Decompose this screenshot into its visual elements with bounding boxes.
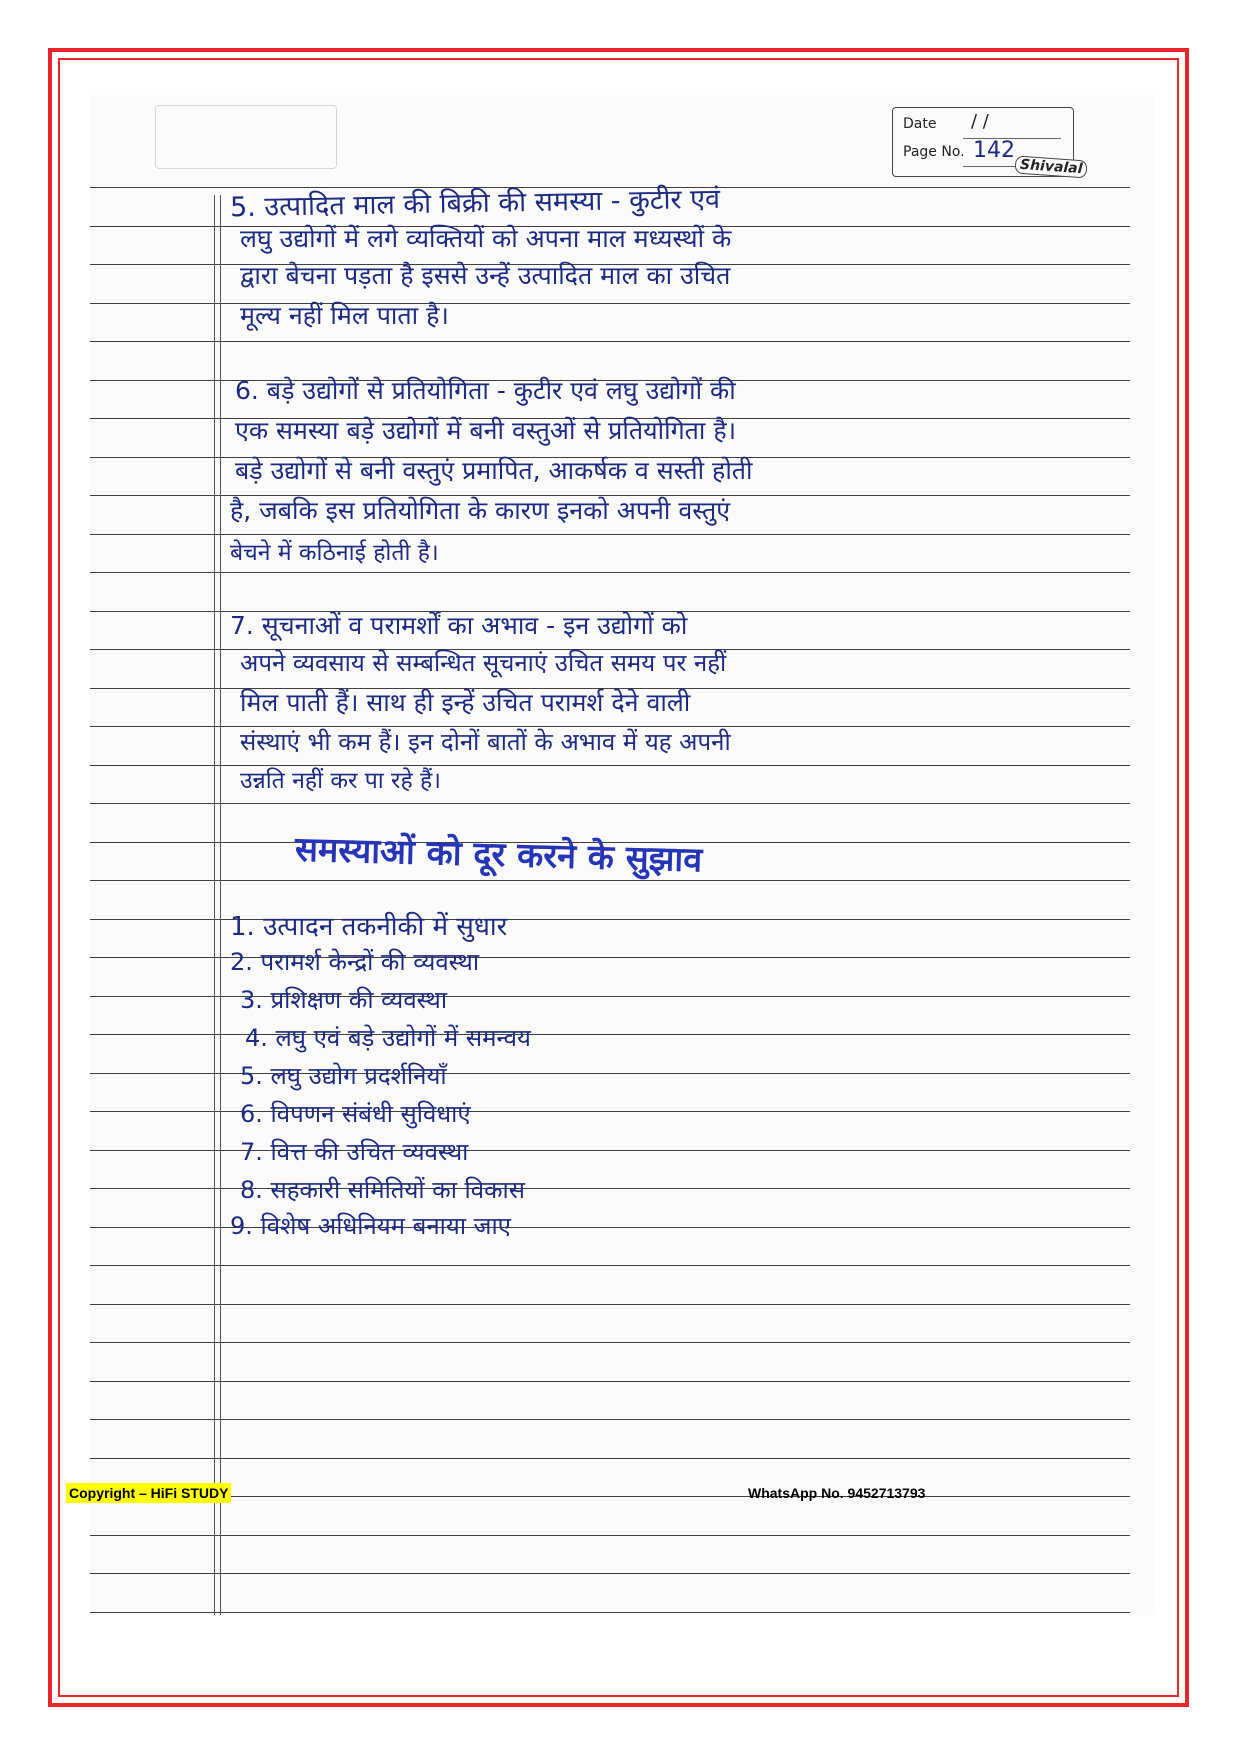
suggestion-4: 4. लघु एवं बड़े उद्योगों में समन्वय: [245, 1024, 531, 1052]
margin-line-left: [214, 195, 215, 1615]
point-7-line-5: उन्नति नहीं कर पा रहे हैं।: [240, 768, 441, 794]
ruled-line: [90, 880, 1130, 881]
point-7-line-2: अपने व्यवसाय से सम्बन्धित सूचनाएं उचित समय पर नहीं: [240, 649, 727, 677]
ruled-line: [90, 1381, 1130, 1382]
ruled-line: [90, 1265, 1130, 1266]
point-6-line-1: 6. बड़े उद्योगों से प्रतियोगिता - कुटीर एवं लघु उद्योगों की: [235, 376, 736, 405]
point-5-line-1: 5. उत्पादित माल की बिक्री की समस्या - कुटीर एवं: [229, 183, 721, 224]
ruled-line: [90, 1419, 1130, 1420]
suggestion-2: 2. परामर्श केन्द्रों की व्यवस्था: [230, 948, 480, 976]
point-5-line-3: द्वारा बेचना पड़ता है इससे उन्हें उत्पादित माल का उचित: [240, 261, 731, 290]
page-no-label: Page No.: [903, 144, 965, 160]
suggestion-7: 7. वित्त की उचित व्यवस्था: [240, 1138, 469, 1166]
ruled-line: [90, 1496, 1130, 1497]
suggestion-8: 8. सहकारी समितियों का विकास: [240, 1176, 525, 1204]
ruled-line: [90, 572, 1130, 573]
suggestions-heading: समस्याओं को दूर करने के सुझाव: [294, 829, 703, 881]
ruled-line: [90, 1458, 1130, 1459]
brand-logo: Shivalal: [1014, 155, 1088, 178]
point-6-line-5: बेचने में कठिनाई होती है।: [230, 540, 439, 566]
ruled-line: [90, 1573, 1130, 1574]
ghost-stamp: [155, 105, 337, 169]
ruled-line: [90, 1535, 1130, 1536]
ruled-line: [90, 803, 1130, 804]
ruled-line: [90, 1612, 1130, 1613]
suggestion-6: 6. विपणन संबंधी सुविधाएं: [240, 1100, 471, 1128]
ruled-line: [90, 1304, 1130, 1305]
whatsapp-number: WhatsApp No. 9452713793: [748, 1485, 926, 1501]
ruled-line: [90, 1342, 1130, 1343]
suggestion-3: 3. प्रशिक्षण की व्यवस्था: [240, 986, 448, 1014]
margin-line-right: [220, 195, 221, 1615]
point-5-line-2: लघु उद्योगों में लगे व्यक्तियों को अपना माल मध्यस्थों के: [240, 224, 732, 253]
notebook-page: [90, 95, 1155, 1615]
ruled-line: [90, 341, 1130, 342]
copyright-label: Copyright – HiFi STUDY: [66, 1483, 231, 1503]
date-value: / /: [971, 111, 989, 132]
page-number: 142: [973, 138, 1015, 163]
point-5-line-4: मूल्य नहीं मिल पाता है।: [240, 301, 449, 330]
point-6-line-4: है, जबकि इस प्रतियोगिता के कारण इनको अपनी वस्तुएं: [230, 496, 731, 525]
point-7-line-1: 7. सूचनाओं व परामर्शों का अभाव - इन उद्योगों को: [230, 611, 688, 640]
suggestion-5: 5. लघु उद्योग प्रदर्शनियाँ: [240, 1062, 447, 1090]
point-6-line-2: एक समस्या बड़े उद्योगों में बनी वस्तुओं से प्रतियोगिता है।: [235, 416, 737, 445]
point-7-line-3: मिल पाती हैं। साथ ही इन्हें उचित परामर्श देने वाली: [240, 688, 691, 717]
suggestion-1: 1. उत्पादन तकनीकी में सुधार: [230, 912, 508, 942]
point-7-line-4: संस्थाएं भी कम हैं। इन दोनों बातों के अभाव में यह अपनी: [240, 728, 731, 756]
point-6-line-3: बड़े उद्योगों से बनी वस्तुएं प्रमापित, आकर्षक व सस्ती होती: [235, 456, 753, 485]
date-label: Date: [903, 116, 937, 132]
page-stamp: [892, 107, 1083, 178]
suggestion-9: 9. विशेष अधिनियम बनाया जाए: [230, 1212, 511, 1240]
